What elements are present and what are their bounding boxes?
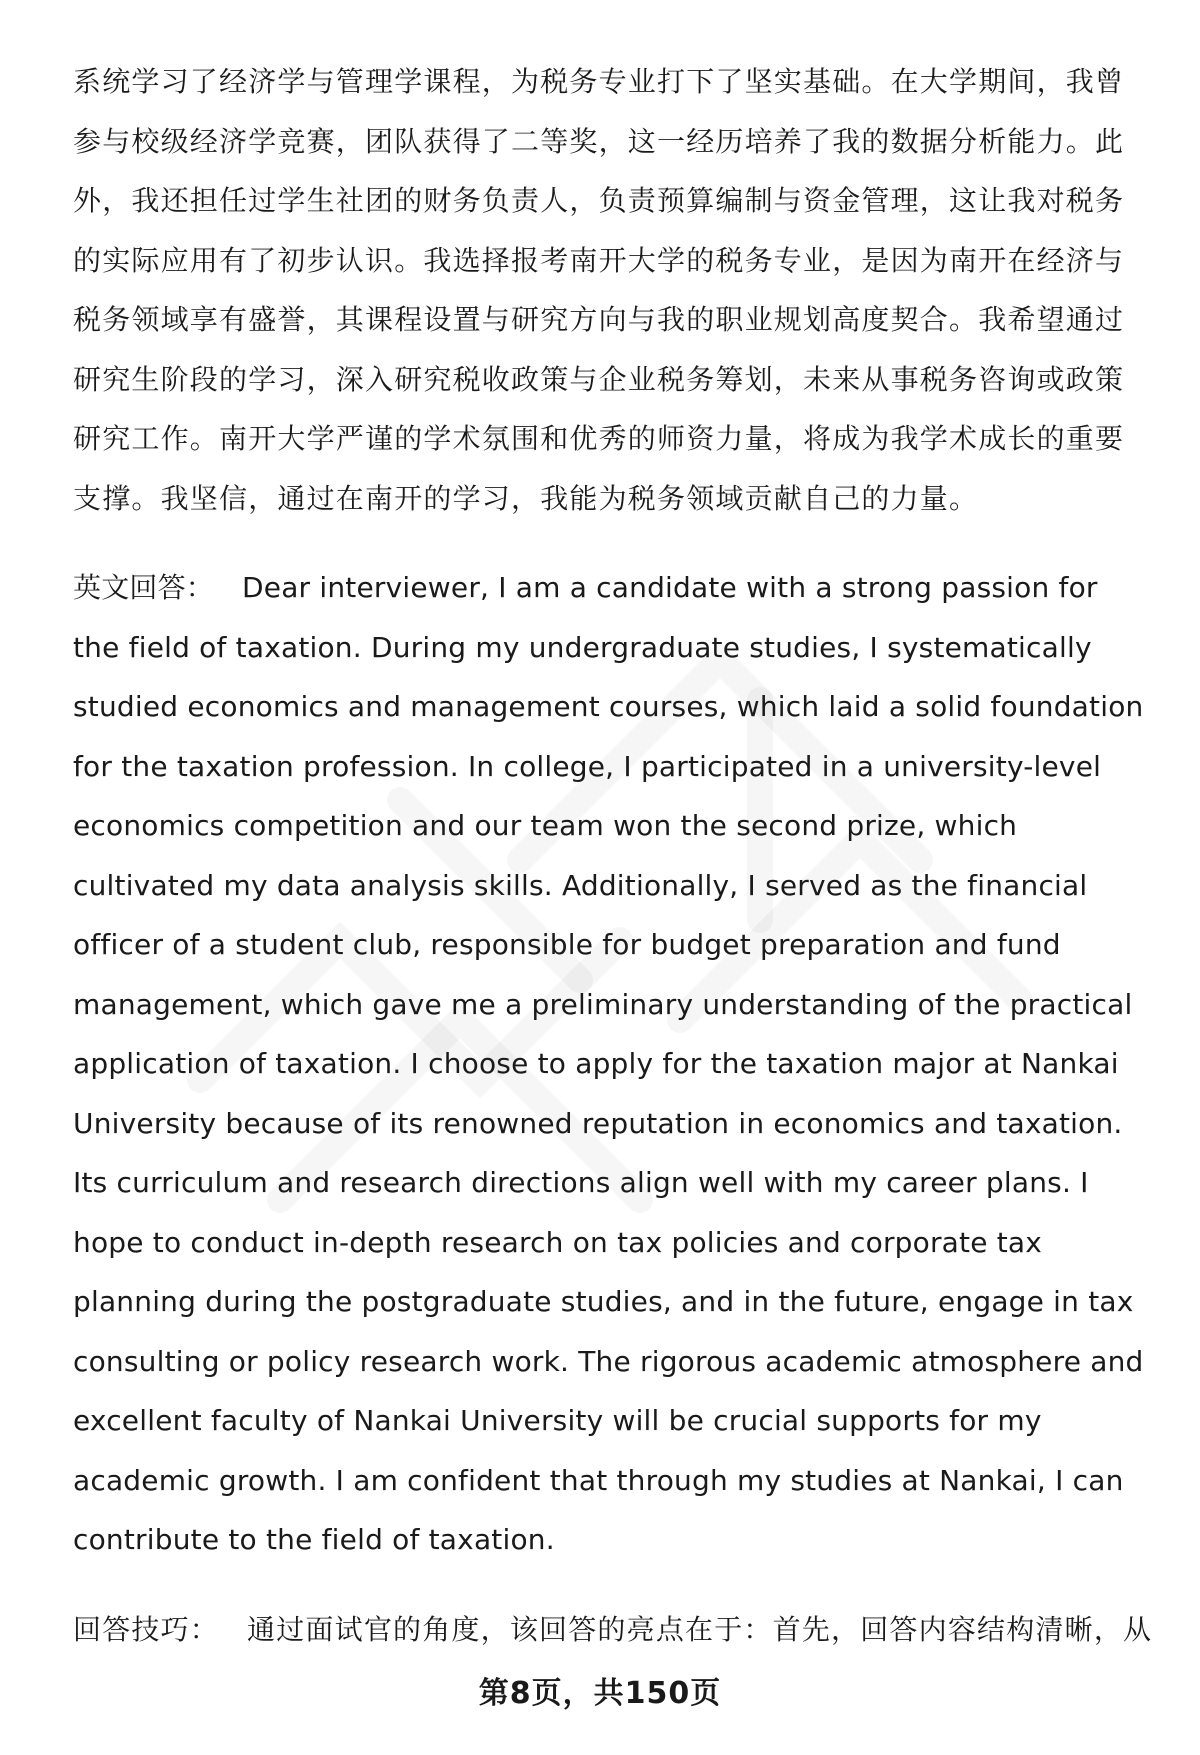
paragraph-gap [73, 1570, 1153, 1600]
answer-tips-paragraph [73, 1600, 1153, 1660]
paragraph-gap [73, 528, 1153, 558]
answer-tips-label: 回答技巧： [73, 1612, 220, 1646]
chinese-answer-paragraph: 系统学习了经济学与管理学课程，为税务专业打下了坚实基础。在大学期间，我曾参与校级经济学竞赛，团队获得了二等奖，这一经历培养了我的数据分析能力。此外，我还担任过学生社团的财务负责人，负责预算编制与资金管理，这让我对税务的实际应用有了初步认识。我选择报考南开大学的税务专业，是因为南开在经济与税务领域享有盛誉，其课程设置与研究方向与我的职业规划高度契合。我希望通过研究生阶段的学习，深入研究税收政策与企业税务筹划，未来从事税务咨询或政策研究工作。南开大学严谨的学术氛围和优秀的师资力量，将成为我学术成长的重要支撑。我坚信，通过在南开的学习，我能为税务领域贡献自己的力量。 [73, 65, 1125, 515]
page-number-footer: 第8页，共150页 [478, 1676, 722, 1711]
answer-tips-text: 通过面试官的角度，该回答的亮点在于：首先，回答内容结构清晰，从 [247, 1612, 1153, 1646]
english-answer-label: 英文回答： [73, 571, 215, 604]
english-answer-paragraph [73, 558, 1153, 1570]
document-body [73, 52, 1153, 1659]
english-answer-text: Dear interviewer, I am a candidate with a strong passion for the field of taxation. During my undergraduate studies, I systematically studied economics and management courses, which laid a solid foundation for the taxation profession. In college, I participated in a university-level economics competition and our team won the second prize, which cultivated my data analysis skills. Additionally, I served as the financial officer of a student club, responsible for budget preparation and fund management, which gave me a preliminary understanding of the practical application of taxation. I choose to apply for the taxation major at Nankai University because of its renowned reputation in economics and taxation. Its curriculum and research directions align well with my career plans. I hope to conduct in-depth research on tax policies and corporate tax planning during the postgraduate studies, and in the future, engage in tax consulting or policy research work. The rigorous academic atmosphere and excellent faculty of Nankai University will be crucial supports for my academic growth. I am confident that through my studies at Nankai, I can contribute to the field of taxation. [73, 571, 1144, 1556]
